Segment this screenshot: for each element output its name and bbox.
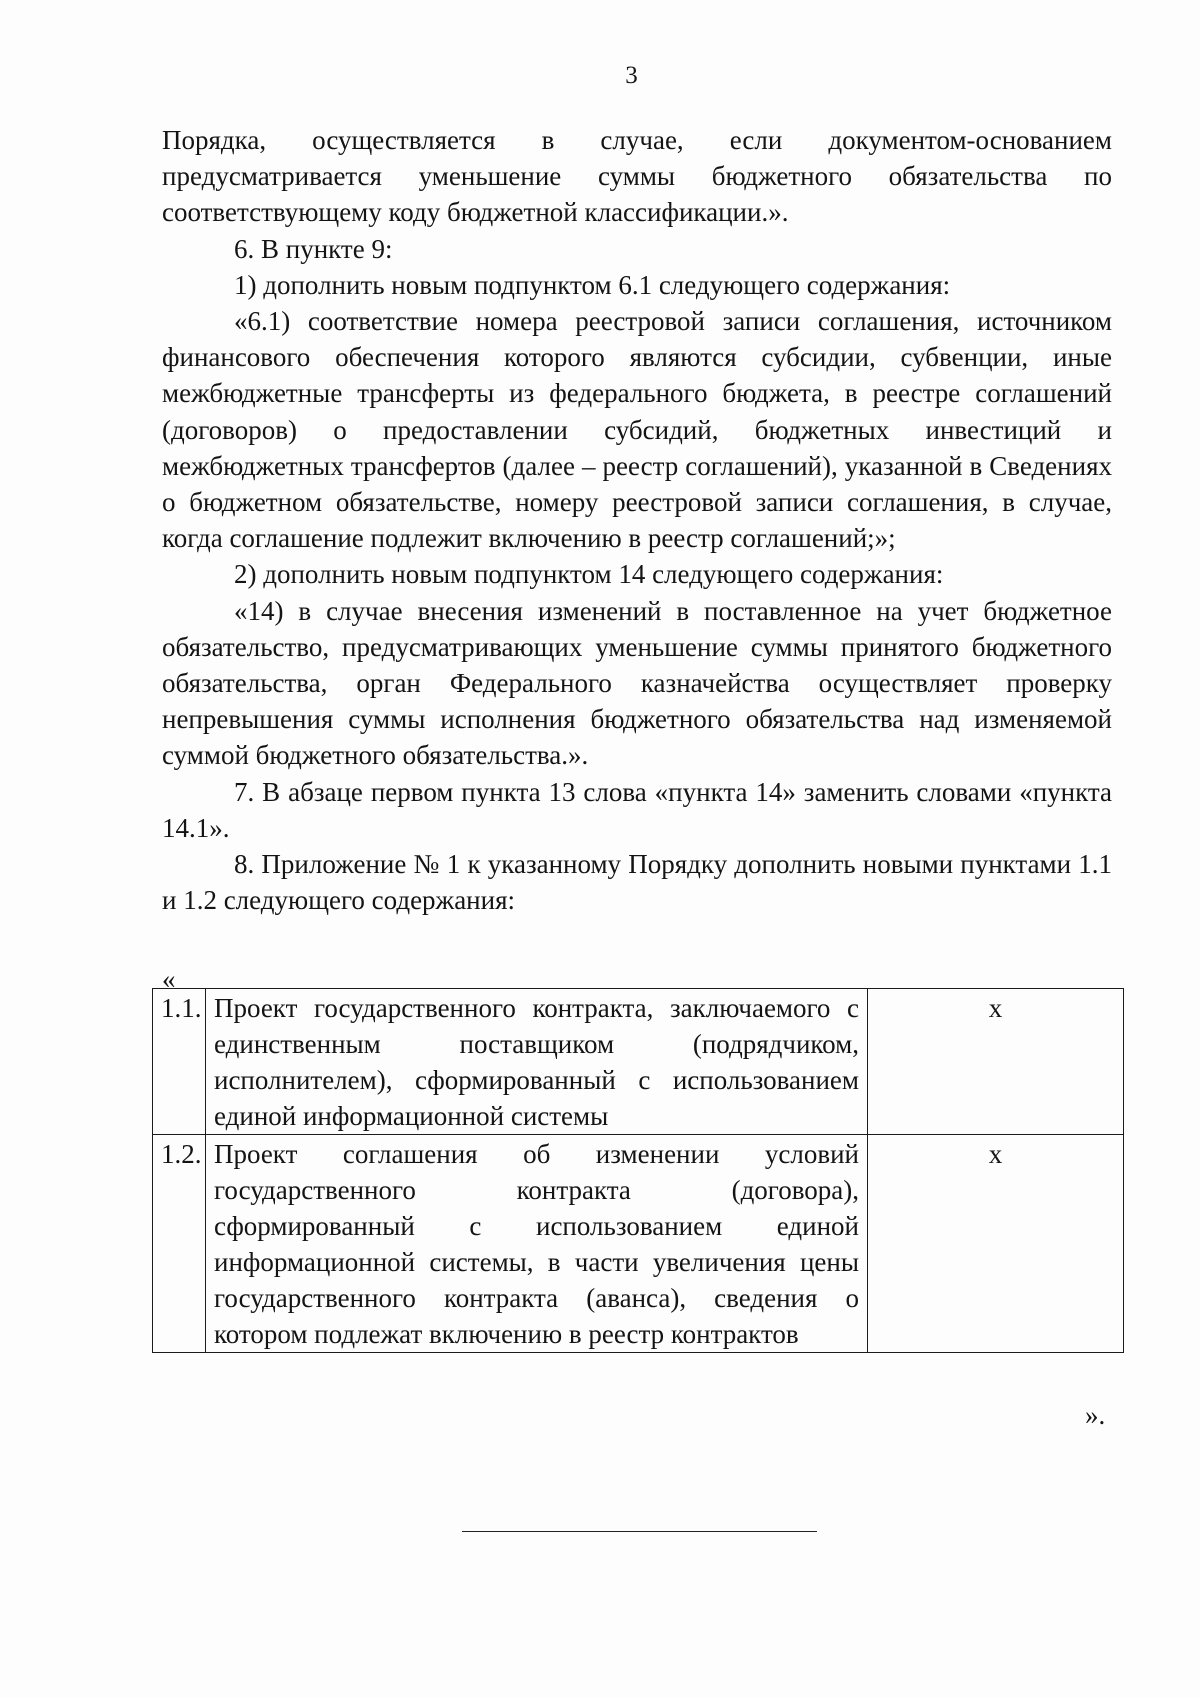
row-mark: х	[868, 989, 1124, 1135]
paragraph-subitem-1: 1) дополнить новым подпунктом 6.1 следующего содержания:	[234, 269, 951, 300]
table-row	[153, 1135, 1124, 1353]
row-number: 1.1.	[153, 989, 206, 1135]
appendix-insert-table	[152, 988, 1124, 1353]
document-body	[162, 122, 1112, 918]
paragraph-item-7: 7. В абзаце первом пункта 13 слова «пункта 14» заменить словами «пункта 14.1».	[162, 776, 1112, 843]
end-of-text-divider	[462, 1531, 817, 1532]
table-row	[153, 989, 1124, 1135]
paragraph-quote-6-1: «6.1) соответствие номера реестровой записи соглашения, источником финансового обеспечения которого являются субсидии, субвенции, иные межбюджетные трансферты из федерального бюджета, в реестре соглашений (договоров) о предоставлении субсидий, бюджетных инвестиций и межбюджетных трансфертов (далее – реестр соглашений), указанной в Сведениях о бюджетном обязательстве, номеру реестровой записи соглашения, в случае, когда соглашение подлежит включению в реестр соглашений;»;	[162, 306, 1112, 554]
row-description: Проект соглашения об изменении условий государственного контракта (договора), сформированный с использованием единой информационной системы, в части увеличения цены государственного контракта (аванса), сведения о котором подлежат включению в реестр контрактов	[206, 1135, 868, 1353]
paragraph-item-6: 6. В пункте 9:	[234, 233, 393, 264]
page-number: 3	[625, 62, 638, 89]
paragraph-continuation: Порядка, осуществляется в случае, если документом-основанием предусматривается уменьшение суммы бюджетного обязательства по соответствующему коду бюджетной классификации.».	[162, 125, 1112, 228]
paragraph-quote-14: «14) в случае внесения изменений в поставленное на учет бюджетное обязательство, предусматривающих уменьшение суммы принятого бюджетного обязательства, орган Федерального казначейства осуществляет проверку непревышения суммы исполнения бюджетного обязательства над изменяемой суммой бюджетного обязательства.».	[162, 595, 1112, 771]
paragraph-item-8: 8. Приложение № 1 к указанному Порядку дополнить новыми пунктами 1.1 и 1.2 следующего содержания:	[162, 849, 1112, 916]
row-number: 1.2.	[153, 1135, 206, 1353]
table-close-quote: ».	[1085, 1400, 1106, 1430]
paragraph-subitem-2: 2) дополнить новым подпунктом 14 следующего содержания:	[234, 559, 944, 590]
row-description: Проект государственного контракта, заключаемого с единственным поставщиком (подрядчиком, исполнителем), сформированный с использованием единой информационной системы	[206, 989, 868, 1135]
row-mark: х	[868, 1135, 1124, 1353]
table-open-quote: «	[162, 964, 176, 994]
